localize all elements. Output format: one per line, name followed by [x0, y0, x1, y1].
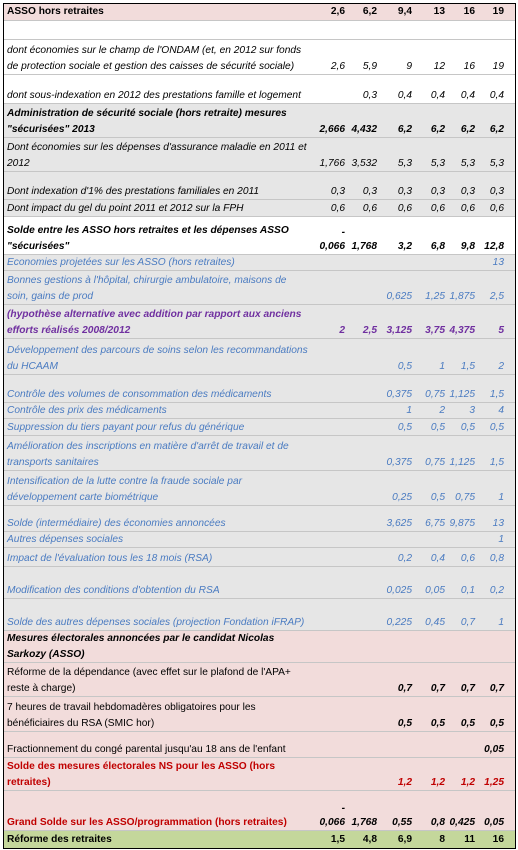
cell-value: 3,532: [351, 157, 377, 169]
table-row: [4, 138, 515, 172]
row-label: Economies projetées sur les ASSO (hors retraites): [7, 256, 235, 268]
table-row: [4, 419, 515, 436]
cell-value: 4: [498, 404, 504, 416]
cell-value: 3: [469, 404, 475, 416]
cell-value: 0,425: [449, 816, 475, 828]
cell-value: 1,768: [351, 240, 377, 252]
row-label: Solde entre les ASSO hors retraites et les dépenses ASSO "sécurisées": [7, 225, 289, 252]
cell-value: 0,45: [425, 616, 445, 628]
row-label: Mesures électorales annoncées par le candidat Nicolas Sarkozy (ASSO): [7, 633, 275, 660]
table-row: [4, 104, 515, 138]
cell-value: 0,7: [397, 682, 412, 694]
cell-value: 5,3: [397, 157, 412, 169]
cell-value: 0,5: [430, 421, 445, 433]
table-row: [4, 663, 515, 697]
table-row: [4, 548, 515, 567]
cell-value: 1,125: [449, 456, 475, 468]
cell-value: 0,3: [489, 185, 504, 197]
cell-value: 0,4: [430, 552, 445, 564]
cell-value: 5,9: [362, 60, 377, 72]
cell-value: 1,2: [460, 776, 475, 788]
cell-value: 0,5: [430, 491, 445, 503]
cell-value: 0,55: [392, 816, 412, 828]
cell-value: 5,3: [430, 157, 445, 169]
row-label: Dont économies sur les dépenses d'assurance maladie en 2011 et 2012: [7, 142, 307, 169]
dash-mark: -: [341, 226, 345, 238]
cell-value: 19: [492, 6, 504, 18]
cell-value-text: 0,066: [319, 240, 345, 252]
cell-value: 5: [498, 324, 504, 336]
cell-value: 0,5: [397, 421, 412, 433]
cell-value: 1,768: [351, 816, 377, 828]
cell-value: 0,6: [397, 202, 412, 214]
row-label: Solde des autres dépenses sociales (projection Fondation iFRAP): [7, 616, 305, 628]
table-row: [4, 599, 515, 631]
cell-value: 8: [439, 833, 445, 845]
cell-value: 0,375: [386, 388, 412, 400]
cell-value: 4,8: [362, 833, 377, 845]
row-label: 7 heures de travail hebdomadères obligatoires pour les bénéficiaires du RSA (SMIC hor): [7, 702, 256, 729]
cell-value: 9,875: [449, 517, 475, 529]
cell-value: 0,6: [362, 202, 377, 214]
cell-value: 6,2: [489, 123, 504, 135]
cell-value: 16: [463, 6, 475, 18]
cell-value: 9,8: [460, 240, 475, 252]
cell-value: 12: [433, 60, 445, 72]
cell-value: 0,6: [330, 202, 345, 214]
cell-value: 9: [406, 60, 412, 72]
row-label: Impact de l'évaluation tous les 18 mois (RSA): [7, 552, 213, 564]
cell-value: 0,5: [397, 360, 412, 372]
cell-value: 1,25: [425, 290, 445, 302]
cell-value: 0,4: [460, 89, 475, 101]
cell-value: 19: [492, 60, 504, 72]
cell-value: 0,2: [397, 552, 412, 564]
table-row: [4, 567, 515, 599]
cell-value: 6,2: [362, 6, 377, 18]
cell-value: 13: [492, 517, 504, 529]
table-row: [4, 403, 515, 419]
cell-value: 1,875: [449, 290, 475, 302]
cell-value: 0,4: [489, 89, 504, 101]
cell-value: 0,05: [484, 743, 504, 755]
cell-value: 0,625: [386, 290, 412, 302]
table-row: [4, 791, 515, 831]
cell-value: 13: [433, 6, 445, 18]
cell-value: 0,5: [460, 717, 475, 729]
cell-value: 6,8: [430, 240, 445, 252]
row-label: (hypothèse alternative avec addition par rapport aux anciens efforts réalisés 2008/2012: [7, 309, 302, 336]
cell-value: 3,125: [386, 324, 412, 336]
table-row: [4, 172, 515, 200]
row-label: Réforme de la dépendance (avec effet sur le plafond de l'APA+ reste à charge): [7, 667, 291, 694]
row-label: Solde des mesures électorales NS pour les ASSO (hors retraites): [7, 761, 275, 788]
cell-value: 0,75: [425, 388, 445, 400]
cell-value: 0,3: [397, 185, 412, 197]
row-label: ASSO hors retraites: [7, 6, 104, 18]
cell-value: 0,8: [430, 816, 445, 828]
cell-value: 2,5: [489, 290, 504, 302]
cell-value: 0,6: [430, 202, 445, 214]
cell-value: 2,6: [330, 6, 345, 18]
cell-value: 0,3: [460, 185, 475, 197]
row-label: Dont impact du gel du point 2011 et 2012 sur la FPH: [7, 202, 244, 214]
cell-value: 5,3: [489, 157, 504, 169]
cell-value: 0,5: [430, 717, 445, 729]
cell-value: 2: [498, 360, 504, 372]
cell-value: 1: [498, 491, 504, 503]
cell-value: 1: [498, 533, 504, 545]
cell-value: 0,225: [386, 616, 412, 628]
row-label: Amélioration des inscriptions en matière d'arrêt de travail et de transports sanitaires: [7, 441, 289, 468]
cell-value: 0,7: [489, 682, 504, 694]
cell-value: 0,8: [489, 552, 504, 564]
cell-value: 0,3: [430, 185, 445, 197]
row-label: Suppression du tiers payant pour refus du générique: [7, 421, 245, 433]
spreadsheet-table: [3, 3, 516, 849]
table-row: [4, 271, 515, 305]
cell-value: 0,5: [489, 717, 504, 729]
cell-value: 1,5: [489, 388, 504, 400]
table-row: [4, 758, 515, 791]
cell-value: 0,25: [392, 491, 412, 503]
table-row: [4, 732, 515, 758]
cell-value: 13: [492, 256, 504, 268]
table-row: [4, 471, 515, 506]
cell-value: [312, 227, 346, 255]
cell-value: 6,2: [397, 123, 412, 135]
cell-value: 9,4: [397, 6, 412, 18]
cell-value: 2,6: [330, 60, 345, 72]
cell-value: 0,1: [460, 584, 475, 596]
cell-value: 6,75: [425, 517, 445, 529]
cell-value: 6,2: [460, 123, 475, 135]
cell-value: 6,2: [430, 123, 445, 135]
cell-value: 1,5: [489, 456, 504, 468]
cell-value: 0,6: [489, 202, 504, 214]
row-label: Autres dépenses sociales: [7, 533, 124, 545]
cell-value: 2: [339, 324, 345, 336]
cell-value: 1,5: [460, 360, 475, 372]
row-label: dont sous-indexation en 2012 des prestations famille et logement: [7, 89, 301, 101]
cell-value: 4,375: [449, 324, 475, 336]
cell-value: 3,2: [397, 240, 412, 252]
table-row: [4, 831, 515, 848]
cell-value: 2,666: [319, 123, 345, 135]
cell-value: 0,3: [330, 185, 345, 197]
cell-value: 0,5: [489, 421, 504, 433]
row-label: dont économies sur le champ de l'ONDAM (et, en 2012 sur fonds de protection sociale et gestion des caisses de sécurité sociale): [7, 45, 302, 72]
table-row: [4, 40, 515, 75]
row-label: Fractionnement du congé parental jusqu'au 18 ans de l'enfant: [7, 743, 286, 755]
cell-value: 1,25: [484, 776, 504, 788]
cell-value: 0,05: [484, 816, 504, 828]
cell-value: 1,2: [397, 776, 412, 788]
cell-value: 12,8: [484, 240, 504, 252]
cell-value: 0,7: [430, 682, 445, 694]
cell-value: 0,75: [455, 491, 475, 503]
cell-value: 0,6: [460, 202, 475, 214]
cell-value: 4,432: [351, 123, 377, 135]
cell-value: 16: [492, 833, 504, 845]
row-label: Administration de sécurité sociale (hors retraite) mesures "sécurisées" 2013: [7, 108, 287, 135]
cell-value: 0,5: [397, 717, 412, 729]
cell-value: 0,3: [362, 185, 377, 197]
table-row: [4, 697, 515, 732]
cell-value: 3,75: [425, 324, 445, 336]
cell-value: [312, 803, 346, 831]
cell-value: 0,6: [460, 552, 475, 564]
cell-value: 1,125: [449, 388, 475, 400]
cell-value: 0,7: [460, 682, 475, 694]
cell-value: 0,4: [430, 89, 445, 101]
table-row: [4, 4, 515, 21]
cell-value: 6,9: [397, 833, 412, 845]
row-label: Bonnes gestions à l'hôpital, chirurgie ambulatoire, maisons de soin, gains de prod: [7, 275, 287, 302]
cell-value: 11: [464, 833, 475, 845]
table-row: [4, 506, 515, 532]
table-row: [4, 21, 515, 40]
row-label: Intensification de la lutte contre la fraude sociale par développement carte biométrique: [7, 476, 243, 503]
cell-value: 1,766: [319, 157, 345, 169]
table-row: [4, 75, 515, 104]
table-row: [4, 200, 515, 217]
row-label: Réforme des retraites: [7, 833, 112, 845]
cell-value: 0,5: [460, 421, 475, 433]
cell-value: 3,625: [386, 517, 412, 529]
cell-value: 1: [406, 404, 412, 416]
cell-value: 0,75: [425, 456, 445, 468]
row-label: Modification des conditions d'obtention du RSA: [7, 584, 220, 596]
cell-value: 1: [498, 616, 504, 628]
table-row: [4, 375, 515, 403]
cell-value: 0,375: [386, 456, 412, 468]
cell-value: 5,3: [460, 157, 475, 169]
table-row: [4, 532, 515, 548]
table-row: [4, 631, 515, 663]
cell-value: 0,4: [397, 89, 412, 101]
cell-value: 0,025: [386, 584, 412, 596]
cell-value: 0,2: [489, 584, 504, 596]
table-row: [4, 436, 515, 471]
dash-mark: -: [341, 802, 345, 814]
cell-value: 1,2: [430, 776, 445, 788]
cell-value: 16: [463, 60, 475, 72]
table-row: [4, 305, 515, 339]
row-label: Grand Solde sur les ASSO/programmation (hors retraites): [7, 816, 287, 828]
table-row: [4, 255, 515, 271]
cell-value: 0,3: [362, 89, 377, 101]
cell-value: 1,5: [330, 833, 345, 845]
row-label: Solde (intermédiaire) des économies annoncées: [7, 517, 226, 529]
row-label: Contrôle des volumes de consommation des médicaments: [7, 388, 272, 400]
table-row: [4, 339, 515, 375]
cell-value: 1: [439, 360, 445, 372]
row-label: Développement des parcours de soins selon les recommandations du HCAAM: [7, 345, 308, 372]
cell-value: 2,5: [362, 324, 377, 336]
row-label: Contrôle des prix des médicaments: [7, 404, 167, 416]
cell-value: 0,05: [425, 584, 445, 596]
cell-value-text: 0,066: [319, 816, 345, 828]
cell-value: 0,7: [460, 616, 475, 628]
cell-value: 2: [439, 404, 445, 416]
row-label: Dont indexation d'1% des prestations familiales en 2011: [7, 185, 260, 197]
table-row: [4, 217, 515, 255]
